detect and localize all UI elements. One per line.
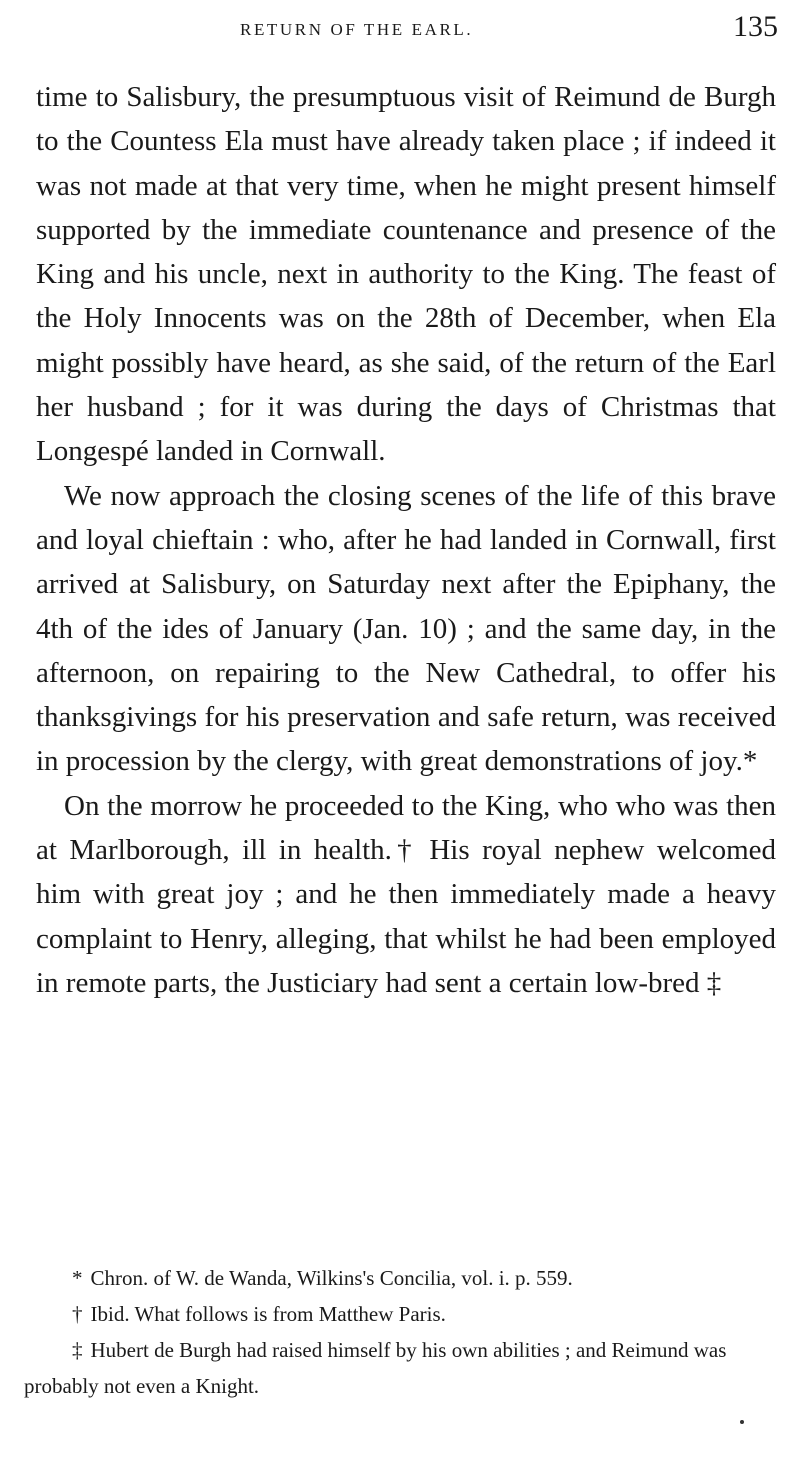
- page-number: 135: [733, 10, 778, 43]
- footnote-1: [24, 1260, 776, 1296]
- footnote-text: Ibid. What follows is from Matthew Paris.: [90, 1302, 446, 1326]
- running-head: [30, 10, 778, 44]
- running-title: RETURN OF THE EARL.: [240, 20, 474, 39]
- print-speck: [740, 1420, 744, 1424]
- footnotes: [24, 1260, 776, 1404]
- footnote-text: Hubert de Burgh had raised himself by his own abilities ; and Reimund was probably not even a Knight.: [24, 1338, 727, 1398]
- footnote-mark: †: [72, 1302, 83, 1326]
- footnote-text: Chron. of W. de Wanda, Wilkins's Concilia, vol. i. p. 559.: [90, 1266, 573, 1290]
- footnote-2: [24, 1296, 776, 1332]
- body-text: [36, 75, 776, 1005]
- paragraph-2: We now approach the closing scenes of the life of this brave and loyal chieftain : who, after he had landed in Cornwall, first arrived at Salisbury, on Saturday next after the Epiphany, the 4th of the ides of January (Jan. 10) ; and the same day, in the afternoon, on repairing to the New Cathedral, to offer his thanksgivings for his preservation and safe return, was received in procession by the clergy, with great demonstrations of joy.*: [36, 479, 776, 778]
- footnote-mark: ‡: [72, 1338, 83, 1362]
- footnote-3: [24, 1332, 776, 1404]
- footnote-mark: *: [72, 1266, 83, 1290]
- paragraph-3: On the morrow he proceeded to the King, who who was then at Marlborough, ill in health.† His royal nephew welcomed him with great joy ; and he then immediately made a heavy complaint to Henry, alleging, that whilst he had been employed in remote parts, the Justiciary had sent a certain low-bred ‡: [36, 789, 776, 999]
- paragraph-1: time to Salisbury, the presumptuous visit of Reimund de Burgh to the Countess Ela must have already taken place ; if indeed it was not made at that very time, when he might present himself supported by the immediate countenance and presence of the King and his uncle, next in authority to the King. The feast of the Holy Innocents was on the 28th of December, when Ela might possibly have heard, as she said, of the return of the Earl her husband ; for it was during the days of Christmas that Longespé landed in Cornwall.: [36, 81, 776, 468]
